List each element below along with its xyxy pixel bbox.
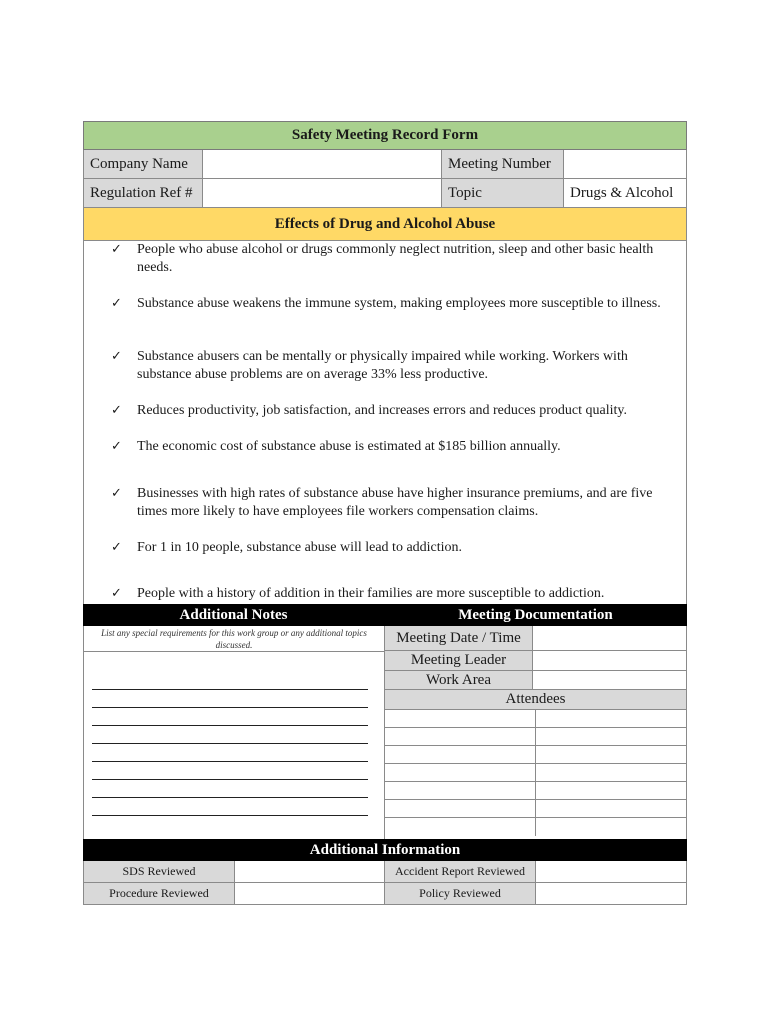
meeting-date-time-field[interactable]	[533, 626, 686, 650]
notes-line	[92, 761, 368, 762]
checkmark-icon: ✓	[111, 540, 122, 555]
attendee-field[interactable]	[385, 764, 536, 781]
attendee-field[interactable]	[536, 818, 686, 836]
attendee-field[interactable]	[536, 710, 686, 727]
attendee-field[interactable]	[536, 782, 686, 799]
notes-line	[92, 797, 368, 798]
meeting-date-time-label: Meeting Date / Time	[385, 626, 533, 650]
attendee-field[interactable]	[385, 800, 536, 817]
effect-bullet	[111, 539, 674, 557]
checkmark-icon: ✓	[111, 486, 122, 501]
work-area-field[interactable]	[533, 671, 686, 689]
notes-documentation-section	[83, 626, 687, 839]
effects-heading: Effects of Drug and Alcohol Abuse	[83, 208, 687, 241]
policy-reviewed-label: Policy Reviewed	[385, 883, 536, 904]
additional-information-heading: Additional Information	[83, 839, 687, 861]
meeting-documentation-heading: Meeting Documentation	[458, 606, 613, 623]
notes-line	[92, 743, 368, 744]
sds-reviewed-field[interactable]	[235, 861, 385, 882]
attendee-field[interactable]	[536, 746, 686, 763]
meeting-documentation-panel	[385, 626, 686, 839]
work-area-label: Work Area	[385, 671, 533, 689]
effect-text: Substance abuse weakens the immune system, making employees more susceptible to illness.	[137, 296, 661, 311]
meeting-leader-label: Meeting Leader	[385, 651, 533, 670]
effect-bullet	[111, 348, 674, 384]
checkmark-icon: ✓	[111, 403, 122, 418]
attendee-row	[385, 764, 686, 782]
date-time-row	[385, 626, 686, 651]
attendee-field[interactable]	[536, 728, 686, 745]
effect-text: The economic cost of substance abuse is estimated at $185 billion annually.	[137, 439, 561, 454]
procedure-reviewed-label: Procedure Reviewed	[84, 883, 235, 904]
effects-list	[83, 241, 687, 604]
attendee-field[interactable]	[385, 728, 536, 745]
attendee-row	[385, 746, 686, 764]
procedure-reviewed-field[interactable]	[235, 883, 385, 904]
regulation-ref-field[interactable]	[203, 179, 442, 208]
company-name-label: Company Name	[83, 150, 203, 179]
meeting-number-label: Meeting Number	[442, 150, 564, 179]
work-area-row	[385, 671, 686, 690]
effect-text: Reduces productivity, job satisfaction, and increases errors and reduces product quality.	[137, 403, 627, 418]
additional-notes-panel	[84, 626, 385, 839]
additional-notes-heading: Additional Notes	[179, 606, 288, 623]
meeting-number-field[interactable]	[564, 150, 687, 179]
sds-reviewed-label: SDS Reviewed	[84, 861, 235, 882]
attendee-field[interactable]	[536, 764, 686, 781]
checkmark-icon: ✓	[111, 586, 122, 601]
notes-line	[92, 815, 368, 816]
leader-row	[385, 651, 686, 671]
regulation-row	[83, 179, 687, 208]
accident-report-reviewed-label: Accident Report Reviewed	[385, 861, 536, 882]
notes-line	[92, 779, 368, 780]
notes-documentation-header	[83, 604, 687, 626]
attendee-field[interactable]	[385, 782, 536, 799]
attendees-heading: Attendees	[385, 690, 686, 710]
accident-report-reviewed-field[interactable]	[536, 861, 686, 882]
attendee-field[interactable]	[385, 710, 536, 727]
attendee-field[interactable]	[385, 746, 536, 763]
policy-reviewed-field[interactable]	[536, 883, 686, 904]
attendee-row	[385, 800, 686, 818]
effect-bullet	[111, 585, 674, 603]
attendee-row	[385, 782, 686, 800]
effect-text: People who abuse alcohol or drugs commonly neglect nutrition, sleep and other basic health needs.	[137, 242, 654, 275]
meeting-leader-field[interactable]	[533, 651, 686, 670]
effect-bullet	[111, 438, 674, 456]
topic-field[interactable]: Drugs & Alcohol	[564, 179, 687, 208]
checkmark-icon: ✓	[111, 439, 122, 454]
topic-label: Topic	[442, 179, 564, 208]
effect-text: For 1 in 10 people, substance abuse will lead to addiction.	[137, 540, 463, 555]
attendee-field[interactable]	[536, 800, 686, 817]
additional-info-row	[83, 861, 687, 883]
form-title: Safety Meeting Record Form	[83, 121, 687, 150]
notes-line	[92, 725, 368, 726]
effect-text: Substance abusers can be mentally or physically impaired while working. Workers with substance abuse problems are on average 33% less productive.	[137, 349, 628, 382]
effect-text: Businesses with high rates of substance abuse have higher insurance premiums, and are five times more likely to have employees file workers compensation claims.	[137, 486, 653, 519]
effect-bullet	[111, 241, 674, 277]
effect-bullet	[111, 485, 674, 521]
notes-instructions: List any special requirements for this work group or any additional topics discussed.	[84, 626, 384, 652]
effect-text: People with a history of addition in their families are more susceptible to addiction.	[137, 586, 605, 601]
company-name-field[interactable]	[203, 150, 442, 179]
checkmark-icon: ✓	[111, 296, 122, 311]
attendee-field[interactable]	[385, 818, 536, 836]
effect-bullet	[111, 402, 674, 420]
safety-meeting-form	[83, 121, 687, 905]
attendee-row	[385, 710, 686, 728]
regulation-ref-label: Regulation Ref #	[83, 179, 203, 208]
effect-bullet	[111, 295, 674, 313]
attendee-row	[385, 728, 686, 746]
checkmark-icon: ✓	[111, 349, 122, 364]
notes-line	[92, 707, 368, 708]
company-row	[83, 150, 687, 179]
additional-info-row	[83, 883, 687, 905]
notes-line	[92, 689, 368, 690]
checkmark-icon: ✓	[111, 242, 122, 257]
attendee-row	[385, 818, 686, 836]
